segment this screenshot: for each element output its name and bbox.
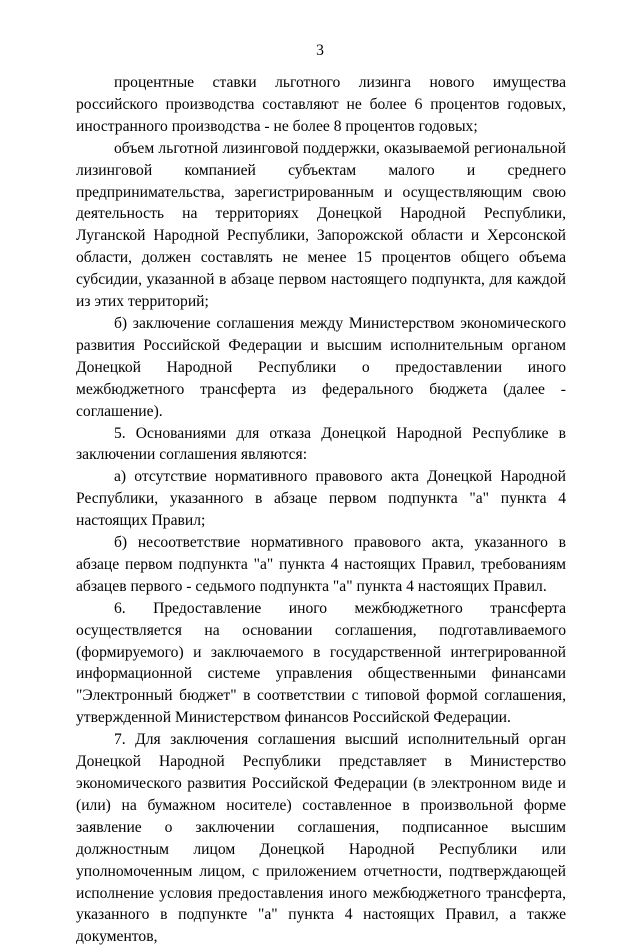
paragraph: а) отсутствие нормативного правового акта Донецкой Народной Республики, указанного в абзаце первом подпункта "а" пункта 4 настоящих Правил;: [76, 468, 566, 530]
page-number: 3: [316, 42, 324, 59]
paragraph: 5. Основаниями для отказа Донецкой Народной Республике в заключении соглашения являются:: [76, 424, 566, 464]
paragraph: объем льготной лизинговой поддержки, оказываемой региональной лизинговой компанией субъектам малого и среднего предпринимательства, зарегистрированным и осуществляющим свою деятельность на территориях Донецкой Народной Республики, Луганской Народной Республики, Запорожской области и Херсонской области, должен составлять не менее 15 процентов общего объема субсидии, указанной в абзаце первом настоящего подпункта, для каждой из этих территорий;: [76, 139, 566, 311]
document-body: [76, 72, 566, 948]
paragraph: 6. Предоставление иного межбюджетного трансферта осуществляется на основании соглашения, подготавливаемого (формируемого) и заключаемого в государственной интегрированной информационной системе управления общественными финансами "Электронный бюджет" в соответствии с типовой формой соглашения, утвержденной Министерством финансов Российской Федерации.: [76, 599, 566, 727]
paragraph: б) несоответствие нормативного правового акта, указанного в абзаце первом подпункта "а" пункта 4 настоящих Правил, требованиям абзацев первого - седьмого подпункта "а" пункта 4 настоящих Правил.: [76, 534, 566, 595]
paragraph: б) заключение соглашения между Министерством экономического развития Российской Федерации и высшим исполнительным органом Донецкой Народной Республики о предоставлении иного межбюджетного трансферта из федерального бюджета (далее - соглашение).: [76, 314, 566, 420]
paragraph: 7. Для заключения соглашения высший исполнительный орган Донецкой Народной Республики представляет в Министерство экономического развития Российской Федерации (в электронном виде и (или) на бумажном носителе) составленное в произвольной форме заявление о заключении соглашения, подписанное высшим должностным лицом Донецкой Народной Республики или уполномоченным лицом, с приложением отчетности, подтверждающей исполнение условия предоставления иного межбюджетного трансферта, указанного в подпункте "а" пункта 4 настоящих Правил, а также документов,: [76, 731, 566, 946]
paragraph: процентные ставки льготного лизинга нового имущества российского производства составляют не более 6 процентов годовых, иностранного производства - не более 8 процентов годовых;: [76, 74, 566, 135]
